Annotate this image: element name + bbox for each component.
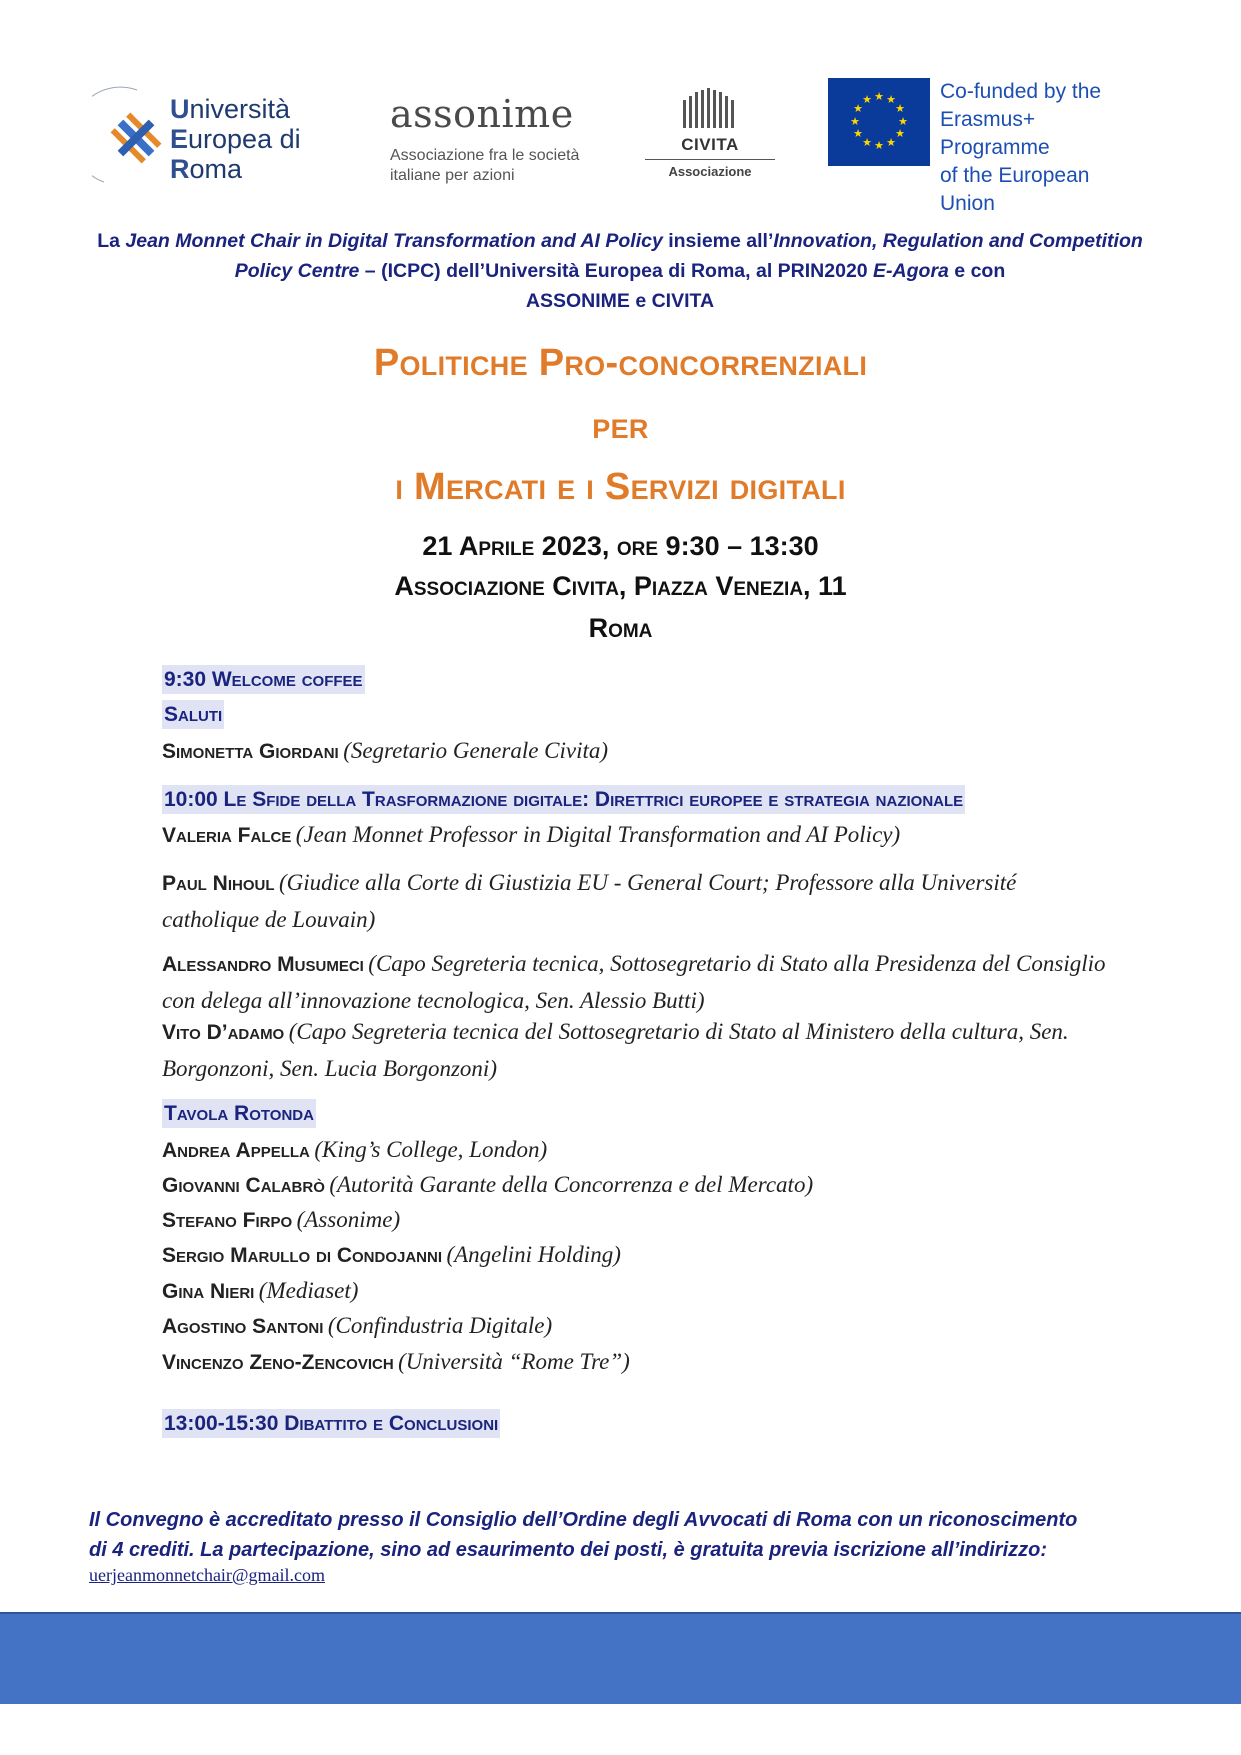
panelist: Andrea Appella (King’s College, London) — [162, 1137, 548, 1162]
civita-logo — [645, 88, 775, 198]
registration-email-link[interactable]: uerjeanmonnetchair@gmail.com — [89, 1565, 325, 1585]
session-heading: 10:00 Le Sfide della Trasformazione digitale: Direttrici europee e strategia nazionale — [162, 785, 965, 814]
panelist: Stefano Firpo (Assonime) — [162, 1207, 401, 1232]
eu-flag-icon — [828, 78, 930, 166]
speaker-2: Paul Nihoul (Giudice alla Corte di Giustizia EU - General Court; Professore alla Université catholique de Louvain) — [162, 870, 1017, 932]
accreditation-note: Il Convegno è accreditato presso il Consiglio dell’Ordine degli Avvocati di Roma con un riconoscimento di 4 crediti. La partecipazione, sino ad esaurimento dei posti, è gratuita previa iscrizione all’indirizzo: — [89, 1509, 1078, 1561]
svg-text:★: ★ — [886, 93, 896, 106]
eu-line-1: Co-funded by the — [940, 80, 1102, 103]
panelist: Gina Nieri (Mediaset) — [162, 1278, 359, 1303]
svg-text:★: ★ — [853, 127, 863, 140]
intro-paragraph: La Jean Monnet Chair in Digital Transformation and AI Policy insieme all’Innovation, Regulation and Competition Policy Centre – (ICPC) dell’Università Europea di Roma, al PRIN2020 E-Agora e con ASSONIME e CIVITA — [97, 230, 1143, 312]
speaker-4: Vito D’adamo (Capo Segreteria tecnica del Sottosegretario di Stato al Ministero della cultura, Sen. Borgonzoni, Sen. Lucia Borgonzoni) — [162, 1019, 1069, 1081]
event-title-line-1: Politiche Pro-concorrenziali — [373, 342, 868, 384]
svg-text:★: ★ — [895, 102, 905, 115]
saluti-heading: Saluti — [162, 700, 224, 729]
event-city: Roma — [588, 613, 653, 643]
svg-text:★: ★ — [895, 127, 905, 140]
welcome-heading: 9:30 Welcome coffee — [162, 665, 365, 694]
speaker-3: Alessandro Musumeci (Capo Segreteria tecnica, Sottosegretario di Stato alla Presidenza del Consiglio con delega all’innovazione tecnologica, Sen. Alessio Butti) — [162, 951, 1106, 1013]
tavola-heading: Tavola Rotonda — [162, 1099, 316, 1128]
panelist: Giovanni Calabrò (Autorità Garante della Concorrenza e del Mercato) — [162, 1172, 814, 1197]
assonime-sub-2: italiane per azioni — [390, 167, 515, 184]
svg-text:★: ★ — [862, 93, 872, 106]
civita-columns-icon — [675, 88, 745, 128]
uer-wordmark: Università Europea di Roma — [170, 94, 301, 184]
assonime-wordmark: assonime — [390, 92, 574, 136]
speaker-1: Valeria Falce (Jean Monnet Professor in Digital Transformation and AI Policy) — [162, 822, 901, 847]
svg-text:★: ★ — [874, 139, 884, 152]
eu-erasmus-logo — [828, 78, 1148, 215]
civita-sub: Associazione — [645, 159, 775, 179]
svg-text:★: ★ — [874, 90, 884, 103]
closing-heading: 13:00-15:30 Dibattito e Conclusioni — [162, 1409, 500, 1438]
svg-text:★: ★ — [850, 115, 860, 128]
svg-text:★: ★ — [862, 136, 872, 149]
eu-line-3: of the European Union — [940, 164, 1090, 215]
assonime-logo — [390, 92, 610, 192]
panelist: Agostino Santoni (Confindustria Digitale) — [162, 1313, 553, 1338]
event-date: 21 Aprile 2023, ore 9:30 – 13:30 — [422, 531, 819, 561]
uer-seal-icon — [92, 82, 182, 194]
svg-text:★: ★ — [898, 115, 908, 128]
uer-logo — [92, 82, 314, 194]
assonime-sub-1: Associazione fra le società — [390, 147, 580, 164]
footer-band — [0, 1612, 1241, 1704]
civita-wordmark: CIVITA — [681, 135, 739, 154]
svg-text:★: ★ — [853, 102, 863, 115]
eu-line-2: Erasmus+ Programme — [940, 108, 1050, 159]
svg-text:★: ★ — [886, 136, 896, 149]
panelist: Sergio Marullo di Condojanni (Angelini Holding) — [162, 1242, 621, 1267]
logo-bar — [0, 74, 1241, 215]
event-title-line-2: per — [592, 405, 649, 447]
intro-partners: ASSONIME e CIVITA — [525, 290, 715, 312]
panelist: Vincenzo Zeno-Zencovich (Università “Rome Tre”) — [162, 1349, 630, 1374]
event-venue: Associazione Civita, Piazza Venezia, 11 — [394, 571, 847, 601]
speaker-saluti: Simonetta Giordani (Segretario Generale Civita) — [162, 738, 609, 763]
event-title-line-3: i Mercati e i Servizi digitali — [395, 466, 846, 508]
